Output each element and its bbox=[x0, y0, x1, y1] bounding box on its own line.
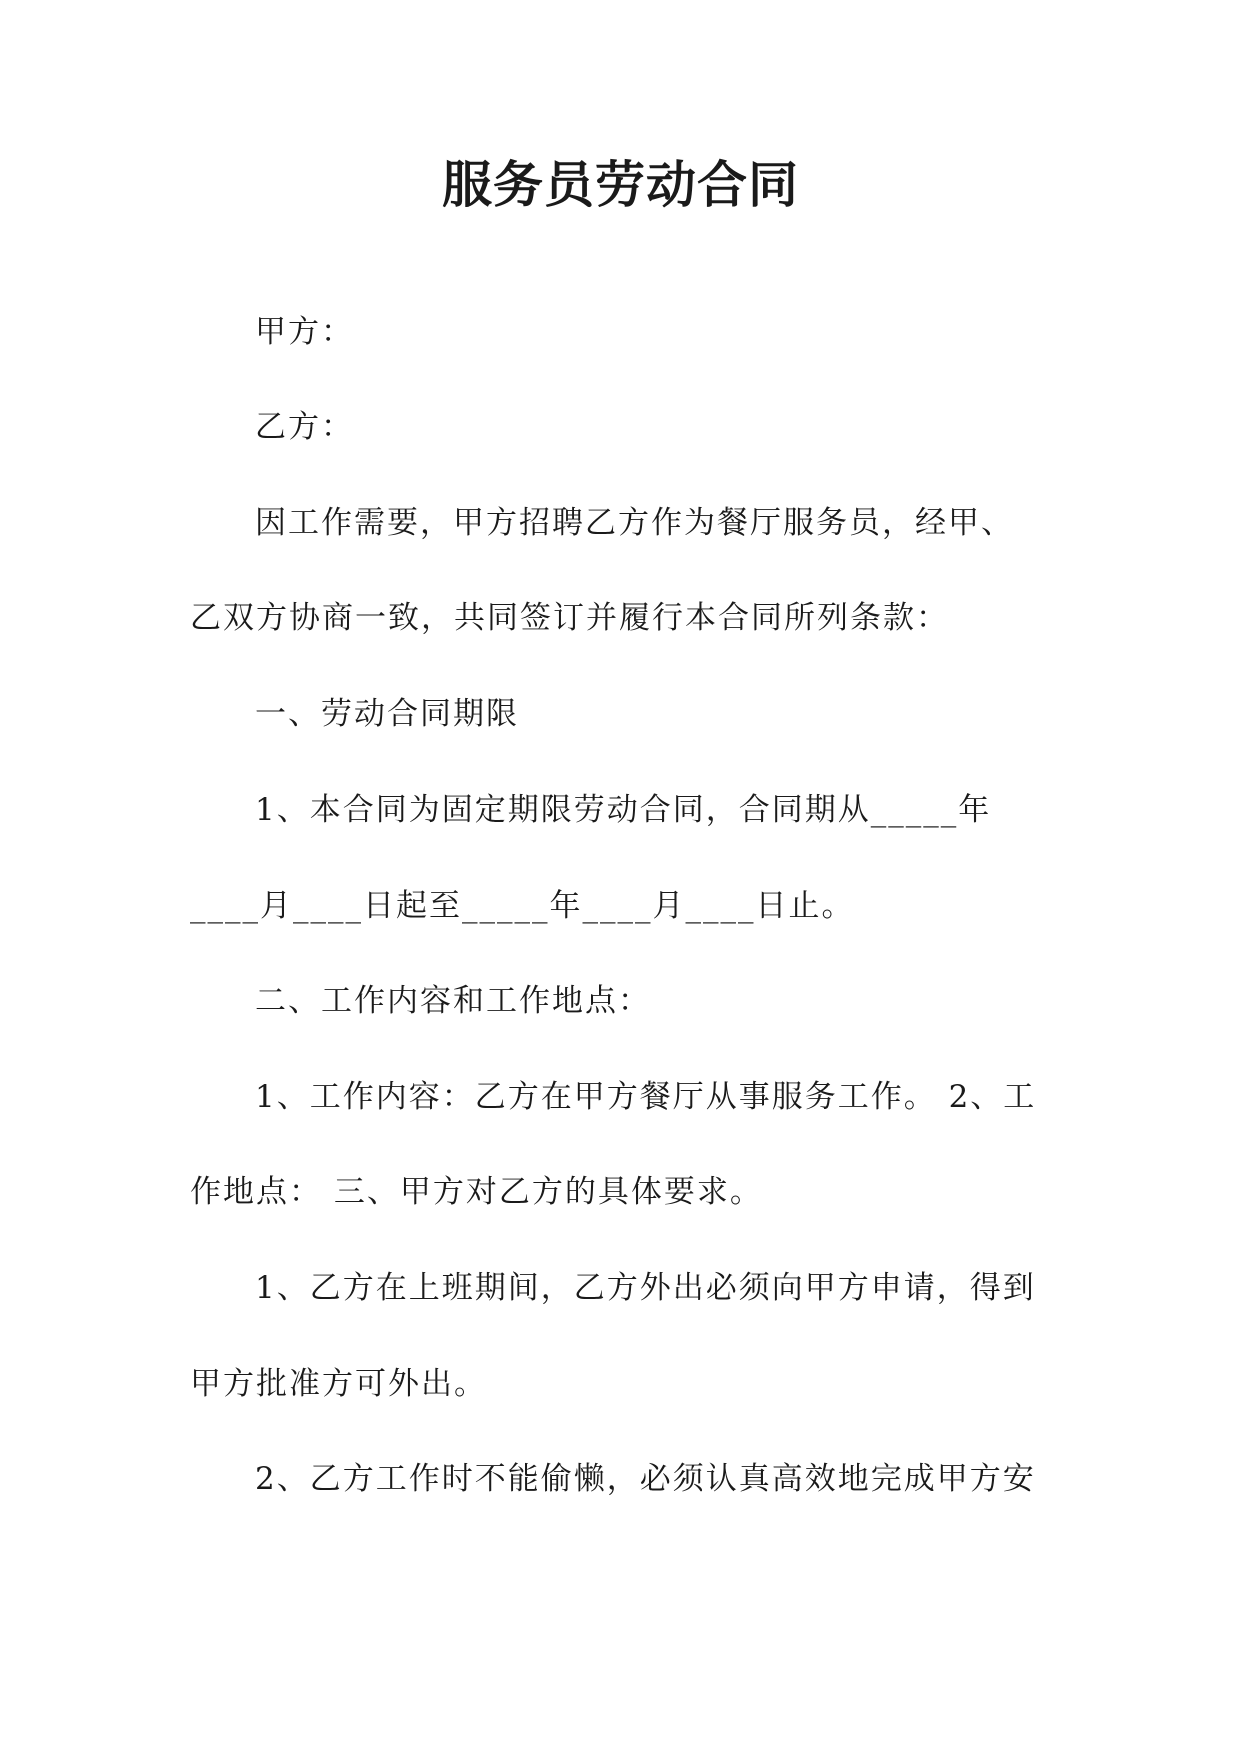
intro-paragraph-line-1: 因工作需要，甲方招聘乙方作为餐厅服务员，经甲、 bbox=[255, 505, 1014, 541]
clause-2-1-line-1: 1、工作内容：乙方在甲方餐厅从事服务工作。 2、工 bbox=[255, 1079, 1037, 1115]
intro-paragraph-line-2: 乙双方协商一致，共同签订并履行本合同所列条款： bbox=[190, 600, 949, 636]
party-b-line: 乙方： bbox=[255, 409, 354, 445]
document-title: 服务员劳动合同 bbox=[442, 155, 799, 214]
clause-2-1-line-2: 作地点： 三、甲方对乙方的具体要求。 bbox=[190, 1174, 763, 1210]
clause-3-2-line-1: 2、乙方工作时不能偷懒，必须认真高效地完成甲方安 bbox=[255, 1461, 1036, 1497]
clause-3-1-line-1: 1、乙方在上班期间，乙方外出必须向甲方申请，得到 bbox=[255, 1270, 1036, 1306]
section-2-heading: 二、工作内容和工作地点： bbox=[255, 983, 651, 1019]
party-a-line: 甲方： bbox=[255, 314, 354, 350]
clause-1-1-line-2: ____月____日起至_____年____月____日止。 bbox=[190, 888, 855, 924]
section-1-heading: 一、劳动合同期限 bbox=[255, 696, 519, 732]
clause-1-1-line-1: 1、本合同为固定期限劳动合同，合同期从_____年 bbox=[255, 792, 992, 828]
clause-3-1-line-2: 甲方批准方可外出。 bbox=[190, 1366, 487, 1402]
